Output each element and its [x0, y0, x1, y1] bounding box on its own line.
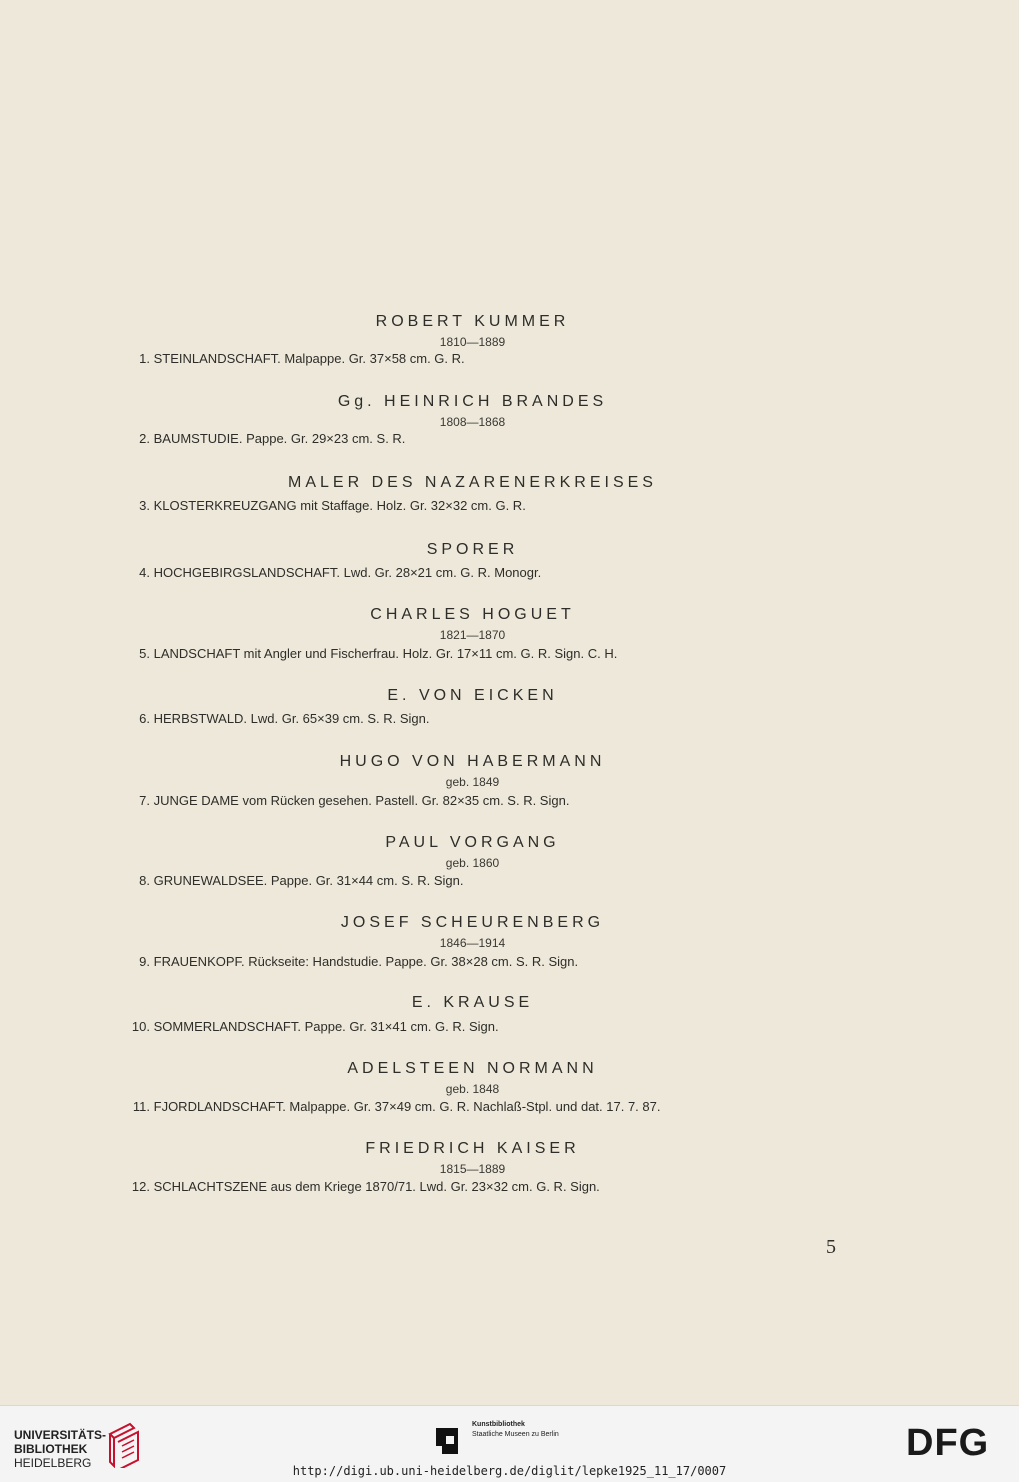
artist-name: E. KRAUSE	[411, 994, 534, 1011]
lot-description: SCHLACHTSZENE aus dem Kriege 1870/71. Lwd. Gr. 23×32 cm. G. R. Sign.	[153, 1179, 600, 1194]
artist-name: CHARLES HOGUET	[370, 606, 575, 623]
artist-dates: 1815—1889	[439, 1162, 506, 1176]
artist-name: PAUL VORGANG	[385, 834, 560, 851]
dfg-logo[interactable]: DFG	[906, 1422, 990, 1464]
lot-entry	[120, 1019, 840, 1034]
lot-entry	[120, 646, 840, 661]
lot-number: 9.	[139, 954, 150, 969]
lot-number: 6.	[139, 711, 150, 726]
artist-dates: 1810—1889	[439, 335, 506, 349]
lot-entry	[120, 431, 840, 446]
artist-dates: geb. 1849	[445, 775, 500, 789]
artist-name: SPORER	[426, 541, 519, 558]
lot-number: 3.	[139, 498, 150, 513]
artist-dates: geb. 1848	[445, 1082, 500, 1096]
lot-number: 10.	[131, 1019, 150, 1034]
lot-entry	[120, 498, 840, 513]
lot-description: JUNGE DAME vom Rücken gesehen. Pastell. Gr. 82×35 cm. S. R. Sign.	[153, 793, 570, 808]
ub-line-1: UNIVERSITÄTS-	[14, 1428, 107, 1442]
artist-name: Gg. HEINRICH BRANDES	[337, 393, 608, 410]
artist-name: E. VON EICKEN	[387, 687, 558, 704]
kb-line-2: Staatliche Museen zu Berlin	[472, 1431, 559, 1438]
artist-name: ROBERT KUMMER	[375, 313, 570, 330]
lot-description: GRUNEWALDSEE. Pappe. Gr. 31×44 cm. S. R. Sign.	[153, 873, 464, 888]
lot-description: LANDSCHAFT mit Angler und Fischerfrau. Holz. Gr. 17×11 cm. G. R. Sign. C. H.	[153, 646, 618, 661]
lot-number: 7.	[139, 793, 150, 808]
lot-entry	[120, 711, 840, 726]
lot-number: 12.	[131, 1179, 150, 1194]
lot-number: 11.	[132, 1099, 150, 1114]
kb-line-1: Kunstbibliothek	[472, 1421, 525, 1428]
lot-number: 4.	[139, 565, 150, 580]
artist-dates: 1846—1914	[439, 936, 506, 950]
lot-description: HERBSTWALD. Lwd. Gr. 65×39 cm. S. R. Sign.	[153, 711, 430, 726]
kunstbibliothek-wordmark[interactable]	[472, 1420, 559, 1440]
lot-description: HOCHGEBIRGSLANDSCHAFT. Lwd. Gr. 28×21 cm. G. R. Monogr.	[153, 565, 542, 580]
artist-name: FRIEDRICH KAISER	[365, 1140, 580, 1157]
ub-line-2: BIBLIOTHEK	[14, 1442, 88, 1456]
lot-number: 8.	[139, 873, 150, 888]
artist-dates: geb. 1860	[445, 856, 500, 870]
lot-number: 2.	[139, 431, 150, 446]
lot-number: 1.	[139, 351, 150, 366]
lot-description: KLOSTERKREUZGANG mit Staffage. Holz. Gr. 32×32 cm. G. R.	[153, 498, 526, 513]
artist-dates: 1808—1868	[439, 415, 506, 429]
lot-entry	[120, 565, 840, 580]
lot-number: 5.	[139, 646, 150, 661]
lot-entry	[120, 873, 840, 888]
artist-name: ADELSTEEN NORMANN	[347, 1060, 598, 1077]
lot-entry	[120, 1179, 840, 1194]
kunstbibliothek-logo-icon[interactable]	[434, 1426, 466, 1463]
lot-entry	[120, 793, 840, 808]
page-number: 5	[826, 1236, 836, 1258]
lot-description: SOMMERLANDSCHAFT. Pappe. Gr. 31×41 cm. G. R. Sign.	[153, 1019, 499, 1034]
lot-entry	[120, 1099, 840, 1114]
lot-description: BAUMSTUDIE. Pappe. Gr. 29×23 cm. S. R.	[153, 431, 406, 446]
artist-name: HUGO VON HABERMANN	[339, 753, 606, 770]
artist-dates: 1821—1870	[439, 628, 506, 642]
lot-entry	[120, 954, 840, 969]
lot-description: FJORDLANDSCHAFT. Malpappe. Gr. 37×49 cm. G. R. Nachlaß-Stpl. und dat. 17. 7. 87.	[153, 1099, 661, 1114]
lot-entry	[120, 351, 840, 366]
lot-description: FRAUENKOPF. Rückseite: Handstudie. Pappe. Gr. 38×28 cm. S. R. Sign.	[153, 954, 579, 969]
permalink-url[interactable]: http://digi.ub.uni-heidelberg.de/diglit/lepke1925_11_17/0007	[292, 1464, 727, 1478]
artist-name: JOSEF SCHEURENBERG	[340, 914, 605, 931]
artist-name: MALER DES NAZARENERKREISES	[288, 474, 657, 491]
viewer-footer	[0, 1405, 1019, 1482]
ub-line-3: HEIDELBERG	[14, 1456, 92, 1470]
lot-description: STEINLANDSCHAFT. Malpappe. Gr. 37×58 cm. G. R.	[153, 351, 465, 366]
